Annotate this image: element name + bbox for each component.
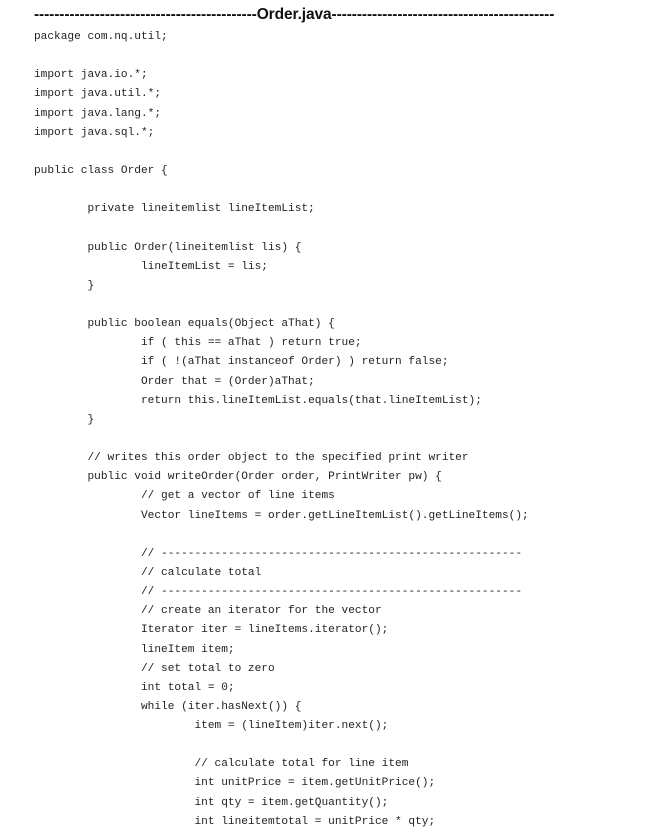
code-line: // writes this order object to the specified print writer [34, 452, 469, 465]
code-line: Vector lineItems = order.getLineItemList().getLineItems(); [34, 509, 529, 522]
code-line: import java.sql.*; [34, 126, 155, 139]
code-line: item = (lineItem)iter.next(); [34, 720, 389, 733]
code-line: public Order(lineitemlist lis) { [34, 241, 302, 254]
code-line: if ( !(aThat instanceof Order) ) return false; [34, 356, 449, 369]
code-line: } [34, 279, 95, 292]
file-title-header: --------------------------------------------Order.java-------------------------------------------- [34, 6, 555, 23]
code-listing [34, 28, 664, 832]
code-line: package com.nq.util; [34, 31, 168, 43]
code-line: int total = 0; [34, 681, 235, 694]
code-line: lineItemList = lis; [34, 260, 268, 273]
code-line: public void writeOrder(Order order, PrintWriter pw) { [34, 471, 442, 484]
code-line [34, 296, 664, 315]
code-line: if ( this == aThat ) return true; [34, 337, 362, 350]
code-line [34, 526, 664, 545]
code-line: // calculate total [34, 566, 262, 579]
code-line: // calculate total for line item [34, 758, 409, 771]
code-line [34, 47, 664, 66]
code-line: import java.lang.*; [34, 107, 162, 120]
code-line: // ------------------------------------------------------ [34, 586, 523, 599]
code-line: public boolean equals(Object aThat) { [34, 318, 335, 331]
code-line: } [34, 413, 95, 426]
code-line: private lineitemlist lineItemList; [34, 203, 315, 216]
code-line [34, 181, 664, 200]
code-line: int unitPrice = item.getUnitPrice(); [34, 777, 436, 790]
code-line: // get a vector of line items [34, 490, 335, 503]
code-line: // set total to zero [34, 662, 275, 675]
code-line: public class Order { [34, 164, 168, 177]
code-line: while (iter.hasNext()) { [34, 700, 302, 713]
code-line: import java.io.*; [34, 69, 148, 82]
code-line: // create an iterator for the vector [34, 605, 382, 618]
code-line [34, 430, 664, 449]
code-line [34, 736, 664, 755]
code-line: int qty = item.getQuantity(); [34, 796, 389, 809]
code-line: import java.util.*; [34, 88, 162, 101]
code-line: int lineitemtotal = unitPrice * qty; [34, 815, 436, 828]
code-line: lineItem item; [34, 643, 235, 656]
code-line [34, 143, 664, 162]
code-line: Order that = (Order)aThat; [34, 375, 315, 388]
code-line: Iterator iter = lineItems.iterator(); [34, 624, 389, 637]
code-line [34, 219, 664, 238]
code-line: // ------------------------------------------------------ [34, 547, 523, 560]
code-line: return this.lineItemList.equals(that.lineItemList); [34, 394, 482, 407]
